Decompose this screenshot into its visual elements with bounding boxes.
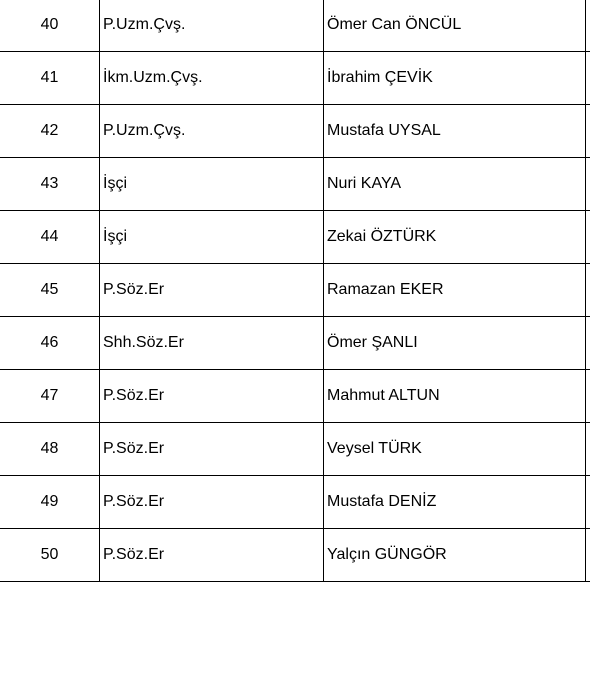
rank-cell: P.Söz.Er: [100, 370, 324, 423]
table-row: [0, 317, 590, 370]
full-name-cell: İbrahim ÇEVİK: [324, 52, 586, 105]
full-name-cell: Mustafa UYSAL: [324, 105, 586, 158]
full-name-cell: Nuri KAYA: [324, 158, 586, 211]
table-row: [0, 529, 590, 582]
row-number-cell: 47: [0, 370, 100, 423]
full-name-cell: Ramazan EKER: [324, 264, 586, 317]
row-number-cell: 50: [0, 529, 100, 582]
rank-cell: İkm.Uzm.Çvş.: [100, 52, 324, 105]
row-number-cell: 49: [0, 476, 100, 529]
table-row: [0, 476, 590, 529]
row-number-cell: 48: [0, 423, 100, 476]
rank-cell: P.Uzm.Çvş.: [100, 0, 324, 52]
rank-cell: İşçi: [100, 158, 324, 211]
full-name-cell: Yalçın GÜNGÖR: [324, 529, 586, 582]
table-row: [0, 370, 590, 423]
rank-cell: Shh.Söz.Er: [100, 317, 324, 370]
table-row: [0, 52, 590, 105]
table-row: [0, 264, 590, 317]
full-name-cell: Mahmut ALTUN: [324, 370, 586, 423]
table-row: [0, 423, 590, 476]
row-number-cell: 45: [0, 264, 100, 317]
empty-cell: [586, 105, 590, 158]
full-name-cell: Mustafa DENİZ: [324, 476, 586, 529]
full-name-cell: Ömer Can ÖNCÜL: [324, 0, 586, 52]
row-number-cell: 44: [0, 211, 100, 264]
full-name-cell: Veysel TÜRK: [324, 423, 586, 476]
rank-cell: P.Söz.Er: [100, 264, 324, 317]
empty-cell: [586, 476, 590, 529]
table-row: [0, 105, 590, 158]
rank-cell: İşçi: [100, 211, 324, 264]
empty-cell: [586, 317, 590, 370]
empty-cell: [586, 370, 590, 423]
full-name-cell: Ömer ŞANLI: [324, 317, 586, 370]
empty-cell: [586, 211, 590, 264]
empty-cell: [586, 52, 590, 105]
rank-cell: P.Söz.Er: [100, 476, 324, 529]
row-number-cell: 40: [0, 0, 100, 52]
full-name-cell: Zekai ÖZTÜRK: [324, 211, 586, 264]
empty-cell: [586, 264, 590, 317]
rank-cell: P.Uzm.Çvş.: [100, 105, 324, 158]
table-row: [0, 0, 590, 52]
rank-cell: P.Söz.Er: [100, 423, 324, 476]
empty-cell: [586, 423, 590, 476]
empty-cell: [586, 158, 590, 211]
table-row: [0, 211, 590, 264]
row-number-cell: 42: [0, 105, 100, 158]
rank-cell: P.Söz.Er: [100, 529, 324, 582]
row-number-cell: 43: [0, 158, 100, 211]
table-row: [0, 158, 590, 211]
empty-cell: [586, 529, 590, 582]
row-number-cell: 46: [0, 317, 100, 370]
empty-cell: [586, 0, 590, 52]
row-number-cell: 41: [0, 52, 100, 105]
